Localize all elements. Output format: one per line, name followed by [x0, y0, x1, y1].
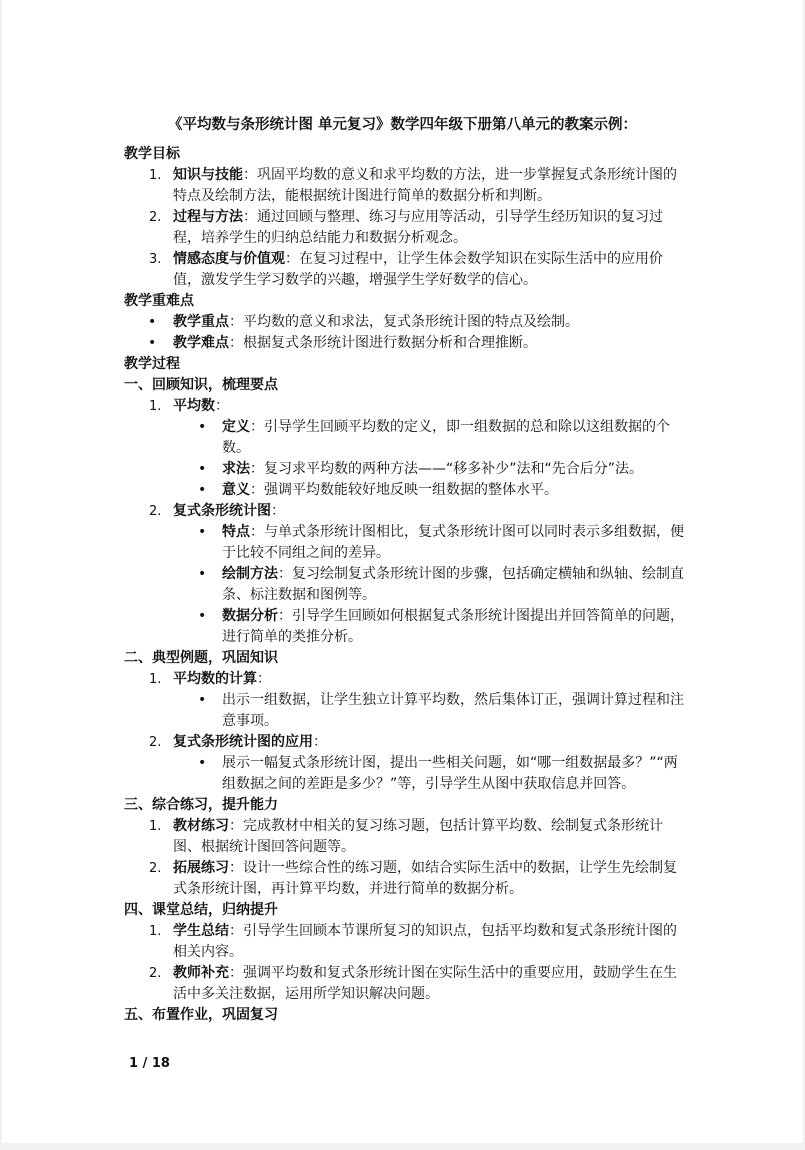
list-number: 1.	[149, 819, 162, 834]
item-label: 复式条形统计图的应用	[173, 734, 313, 750]
list-number: 2.	[149, 966, 162, 981]
item-label: 复式条形统计图	[173, 503, 271, 519]
list-number: 1.	[149, 399, 162, 414]
bullet-icon: •	[198, 524, 207, 540]
list-number: 2.	[149, 735, 162, 750]
section-list	[124, 501, 689, 522]
bullet-icon: •	[198, 482, 207, 498]
section-list	[124, 396, 689, 417]
section-heading: 三、综合练习，提升能力	[124, 797, 278, 813]
list-number: 2.	[149, 504, 162, 519]
bullet-icon: •	[198, 755, 207, 771]
list-item	[124, 249, 689, 291]
list-item	[124, 165, 689, 207]
bullet-icon: •	[198, 608, 207, 624]
item-label: 过程与方法	[173, 209, 243, 225]
list-item	[124, 501, 689, 522]
item-text: ：引导学生回顾平均数的定义，即一组数据的总和除以这组数据的个数。	[222, 419, 670, 456]
bullet-icon: •	[198, 461, 207, 477]
item-text: ：巩固平均数的意义和求平均数的方法，进一步掌握复式条形统计图的特点及绘制方法，能根据统计图进行简单的数据分析和判断。	[173, 167, 677, 204]
list-number: 1.	[149, 672, 162, 687]
item-label: 求法	[222, 461, 250, 477]
item-text: ：	[313, 734, 327, 750]
bullet-icon: •	[198, 692, 207, 708]
list-item	[124, 921, 689, 963]
item-text: ：根据复式条形统计图进行数据分析和合理推断。	[229, 335, 537, 351]
list-item	[124, 963, 689, 1005]
process-heading: 教学过程	[124, 356, 180, 372]
list-item	[124, 816, 689, 858]
item-text: ：设计一些综合性的练习题，如结合实际生活中的数据，让学生先绘制复式条形统计图，再计算平均数，并进行简单的数据分析。	[173, 860, 677, 897]
item-text: ：在复习过程中，让学生体会数学知识在实际生活中的应用价值，激发学生学习数学的兴趣，增强学生学好数学的信心。	[173, 251, 663, 288]
item-text: ：完成教材中相关的复习练习题，包括计算平均数、绘制复式条形统计图、根据统计图回答问题等。	[173, 818, 663, 855]
item-label: 学生总结	[173, 923, 229, 939]
item-text: 展示一幅复式条形统计图，提出一些相关问题，如“哪一组数据最多？”“两组数据之间的差距是多少？”等，引导学生从图中获取信息并回答。	[222, 755, 678, 792]
item-label: 教学重点	[173, 314, 229, 330]
item-label: 教师补充	[173, 965, 229, 981]
item-label: 绘制方法	[222, 566, 278, 582]
sub-list-item	[124, 417, 689, 459]
goals-list	[124, 165, 689, 291]
sub-list-item	[124, 564, 689, 606]
item-label: 平均数的计算	[173, 671, 257, 687]
item-text: 出示一组数据，让学生独立计算平均数，然后集体订正，强调计算过程和注意事项。	[222, 692, 684, 729]
item-label: 教材练习	[173, 818, 229, 834]
section-list	[124, 732, 689, 753]
item-label: 拓展练习	[173, 860, 229, 876]
item-label: 意义	[222, 482, 250, 498]
item-label: 平均数	[173, 398, 215, 414]
sub-list-item	[124, 753, 689, 795]
item-label: 数据分析	[222, 608, 278, 624]
keypoints-heading: 教学重难点	[124, 293, 194, 309]
sub-list-item	[124, 522, 689, 564]
sub-list	[124, 522, 689, 648]
list-number: 3.	[149, 252, 162, 267]
document-page	[2, 0, 803, 1143]
sub-list	[124, 753, 689, 795]
item-text: ：复习绘制复式条形统计图的步骤，包括确定横轴和纵轴、绘制直条、标注数据和图例等。	[222, 566, 684, 603]
item-text: ：通过回顾与整理、练习与应用等活动，引导学生经历知识的复习过程，培养学生的归纳总结能力和数据分析观念。	[173, 209, 663, 246]
page-indicator: 1 / 18	[129, 1056, 170, 1071]
item-text: ：	[257, 671, 271, 687]
item-label: 定义	[222, 419, 250, 435]
item-text: ：复习求平均数的两种方法——“移多补少”法和“先合后分”法。	[250, 461, 644, 477]
list-number: 1.	[149, 924, 162, 939]
goals-heading: 教学目标	[124, 146, 180, 162]
list-item	[124, 396, 689, 417]
page-title: 《平均数与条形统计图 单元复习》数学四年级下册第八单元的教案示例：	[167, 117, 638, 133]
section-heading: 二、典型例题，巩固知识	[124, 650, 278, 666]
item-text: ：	[271, 503, 285, 519]
item-label: 知识与技能	[173, 167, 243, 183]
bullet-icon: •	[148, 314, 157, 330]
item-text: ：引导学生回顾本节课所复习的知识点，包括平均数和复式条形统计图的相关内容。	[173, 923, 677, 960]
list-item	[124, 333, 689, 354]
sub-list-item	[124, 690, 689, 732]
sub-list-item	[124, 480, 689, 501]
item-label: 情感态度与价值观	[173, 251, 285, 267]
list-item	[124, 669, 689, 690]
item-text: ：强调平均数能较好地反映一组数据的整体水平。	[250, 482, 558, 498]
list-number: 1.	[149, 168, 162, 183]
item-text: ：强调平均数和复式条形统计图在实际生活中的重要应用，鼓励学生在生活中多关注数据，运用所学知识解决问题。	[173, 965, 677, 1002]
item-text: ：平均数的意义和求法，复式条形统计图的特点及绘制。	[229, 314, 579, 330]
list-item	[124, 312, 689, 333]
section-heading: 一、回顾知识，梳理要点	[124, 377, 278, 393]
item-text: ：引导学生回顾如何根据复式条形统计图提出并回答简单的问题，进行简单的类推分析。	[222, 608, 684, 645]
item-label: 特点	[222, 524, 250, 540]
list-item	[124, 858, 689, 900]
section-list	[124, 669, 689, 690]
bullet-icon: •	[198, 419, 207, 435]
sub-list-item	[124, 606, 689, 648]
list-number: 2.	[149, 861, 162, 876]
keypoints-list	[124, 312, 689, 354]
sub-list	[124, 417, 689, 501]
document-body	[124, 144, 689, 1026]
item-label: 教学难点	[173, 335, 229, 351]
section-list	[124, 816, 689, 900]
sub-list-item	[124, 459, 689, 480]
item-text: ：与单式条形统计图相比，复式条形统计图可以同时表示多组数据，便于比较不同组之间的差异。	[222, 524, 684, 561]
bullet-icon: •	[198, 566, 207, 582]
item-text: ：	[215, 398, 229, 414]
section-heading: 四、课堂总结，归纳提升	[124, 902, 278, 918]
section-heading: 五、布置作业，巩固复习	[124, 1007, 278, 1023]
bullet-icon: •	[148, 335, 157, 351]
list-item	[124, 207, 689, 249]
list-item	[124, 732, 689, 753]
section-list	[124, 921, 689, 1005]
list-number: 2.	[149, 210, 162, 225]
sub-list	[124, 690, 689, 732]
